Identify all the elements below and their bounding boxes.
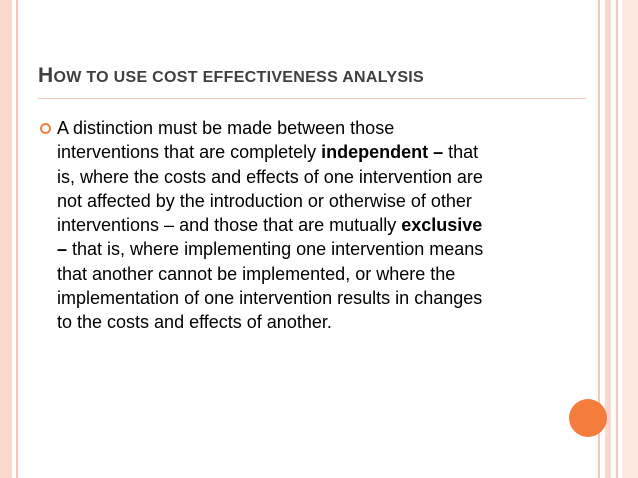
bullet-circle-icon <box>40 123 51 134</box>
right-border-band <box>605 0 611 478</box>
bullet-text-segment: that is, where implementing one intervention means that another cannot be implemented, or where the implementation of one intervention results in changes to the costs and effects of another. <box>57 239 484 333</box>
bullet-bold-term-exclusive: exclusive – <box>57 215 483 260</box>
bullet-text-segment: that is, where the costs and effects of one intervention are not affected by the introduction or otherwise of other interventions – and those that are mutually <box>57 142 483 236</box>
slide-title <box>38 64 588 88</box>
title-rest: OW TO USE COST EFFECTIVENESS ANALYSIS <box>53 69 425 86</box>
left-border-band <box>0 0 12 478</box>
title-first-letter: H <box>38 64 54 87</box>
bullet-text <box>57 116 497 335</box>
bullet-bold-term-independent: independent – <box>321 142 444 163</box>
bullet-text-segment: A distinction must be made between those interventions that are completely <box>57 118 395 163</box>
decorative-orange-circle <box>569 399 607 437</box>
right-border-edge <box>622 0 638 478</box>
right-border-line-outer <box>616 0 618 478</box>
title-divider <box>38 98 586 99</box>
left-border-line <box>16 0 18 478</box>
